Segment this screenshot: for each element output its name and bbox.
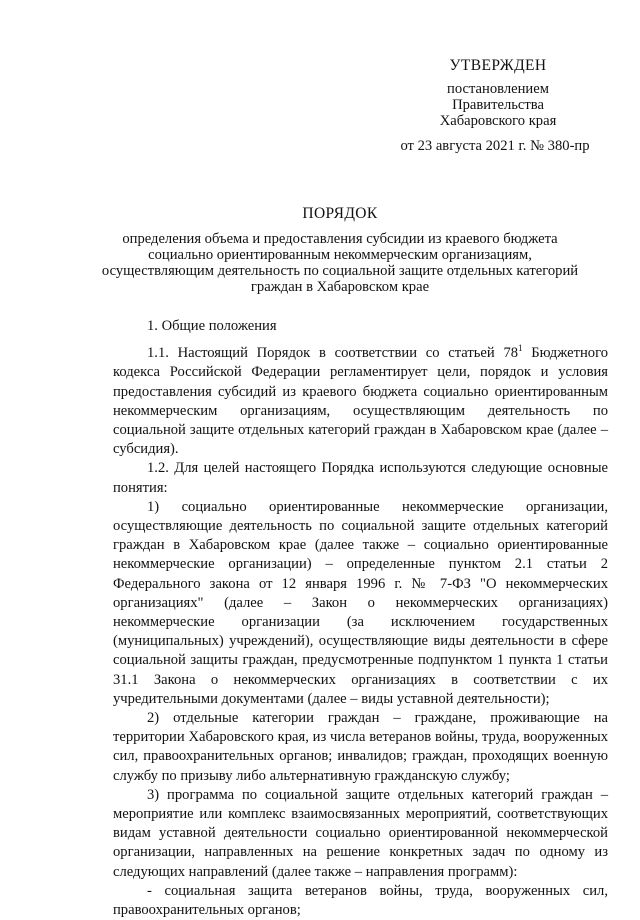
approval-line-1: постановлением <box>447 81 549 98</box>
definition-item-2: 2) отдельные категории граждан – граждане, проживающие на территории Хабаровского края, из числа ветеранов войны, труда, вооруженных сил, правоохранительных органов; инвалидов; граждан, проходящих военную службу по призыву либо альтернативную гражданскую службу; <box>113 710 608 784</box>
section-heading: 1. Общие положения <box>147 318 277 334</box>
title-subline-3: осуществляющим деятельность по социальной защите отдельных категорий <box>101 263 579 280</box>
title-subline-1: определения объема и предоставления субсидии из краевого бюджета <box>122 231 558 248</box>
superscript: 1 <box>518 343 523 354</box>
title-subline-2: социально ориентированным некоммерческим организациям, <box>148 247 532 264</box>
definition-item-1: 1) социально ориентированные некоммерческие организации, осуществляющие деятельность по социальной защите отдельных категорий граждан в Хабаровском крае (далее также – социально ориентированные некоммерческие организации) – определенные пунктом 2.1 статьи 2 Федерального закона от 12 января 1996 г. № 7-ФЗ "О некоммерческих организациях" (далее – Закон о некоммерческих организациях) некоммерческие организации (за исключением государственных (муниципальных) учреждений), осуществляющие виды деятельности в сфере социальной защиты граждан, предусмотренные подпунктом 1 пункта 1 статьи 31.1 Закона о некоммерческих организациях в соответствии с их учредительными документами (далее – виды уставной деятельности); <box>113 498 608 707</box>
paragraph-1-2: 1.2. Для целей настоящего Порядка используются следующие основные понятия: <box>113 460 608 496</box>
approval-line-2: Правительства <box>452 97 544 114</box>
definition-item-3: 3) программа по социальной защите отдельных категорий граждан – мероприятие или комплекс взаимосвязанных мероприятий, соответствующих видам уставной деятельности социально ориентированной некоммерческой организации, направленных на решение конкретных задач по одному из следующих направлений (далее также – направления программ): <box>113 786 608 880</box>
paragraph-1-1 <box>113 344 608 459</box>
document-body <box>113 317 608 920</box>
approval-heading: УТВЕРЖДЕН <box>449 57 547 74</box>
approval-line-3: Хабаровского края <box>439 113 557 130</box>
title-heading: ПОРЯДОК <box>302 205 378 222</box>
title-subline-4: граждан в Хабаровском крае <box>250 279 430 296</box>
paragraph-1-1-text-cont: Бюджетного кодекса Российской Федерации регламентирует цели, порядок и условия предоставления субсидий из краевого бюджета социально ориентированным некоммерческим организациям, осуществляющим деятельность по социальной защите отдельных категорий граждан в Хабаровском крае (далее – субсидия). <box>113 345 609 458</box>
document-title <box>100 204 580 295</box>
definition-item-3-dash-1: - социальная защита ветеранов войны, труда, вооруженных сил, правоохранительных органов; <box>113 882 608 919</box>
approval-date: от 23 августа 2021 г. № 380-пр <box>400 138 590 155</box>
paragraph-1-1-text: 1.1. Настоящий Порядок в соответствии со статьей 78 <box>147 345 519 362</box>
approval-stamp <box>388 56 608 156</box>
